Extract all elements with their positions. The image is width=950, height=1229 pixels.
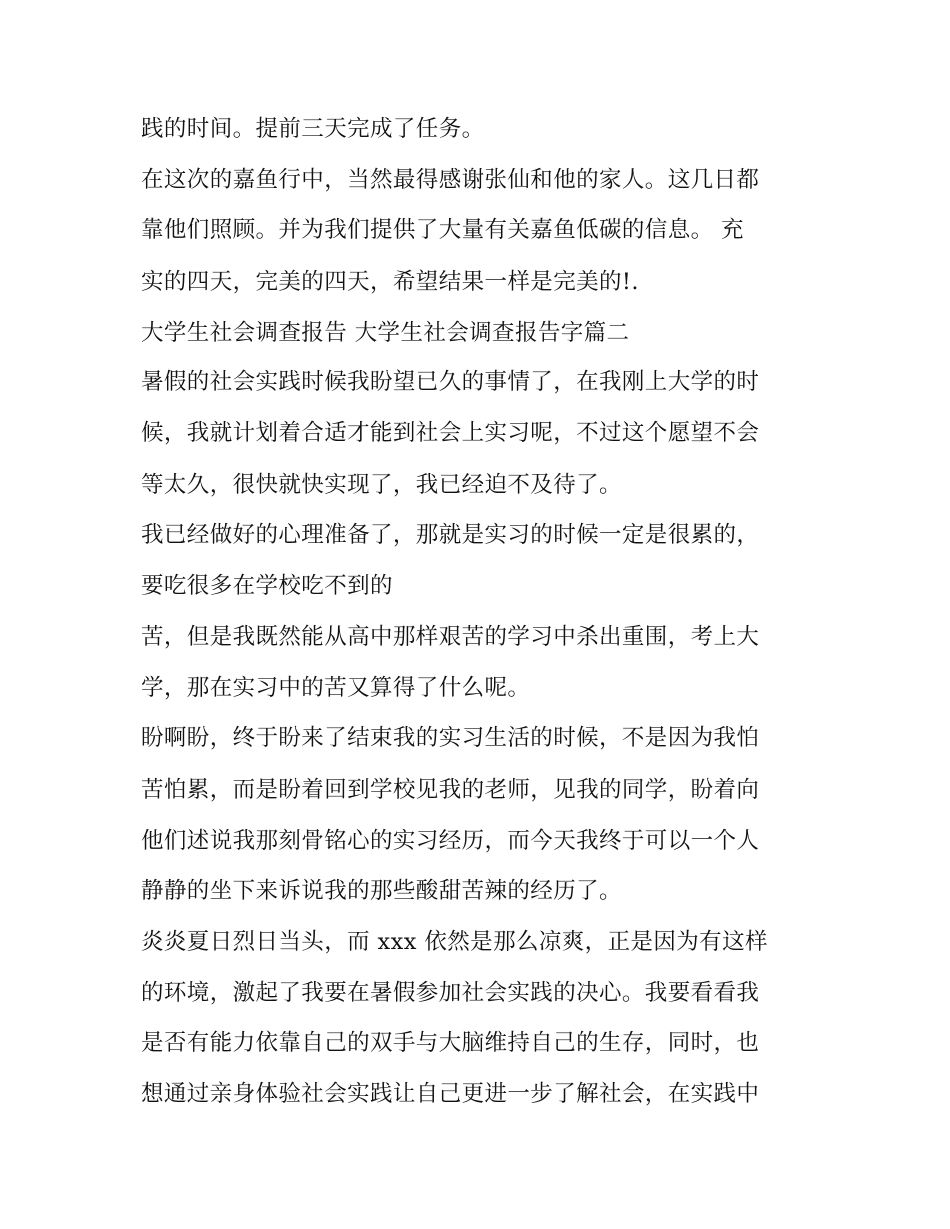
text-line: 是否有能力依靠自己的双手与大脑维持自己的生存，同时，也 xyxy=(141,1030,760,1056)
text-line: 他们述说我那刻骨铭心的实习经历，而今天我终于可以一个人 xyxy=(141,828,760,854)
text-line: 苦，但是我既然能从高中那样艰苦的学习中杀出重围，考上大 xyxy=(141,624,760,650)
text-line: 静静的坐下来诉说我的那些酸甜苦辣的经历了。 xyxy=(141,878,622,904)
text-line: 暑假的社会实践时候我盼望已久的事情了，在我刚上大学的时 xyxy=(141,369,760,395)
text-line: 想通过亲身体验社会实践让自己更进一步了解社会，在实践中 xyxy=(141,1081,760,1107)
text-line: 苦怕累，而是盼着回到学校见我的老师，见我的同学，盼着向 xyxy=(141,777,760,803)
text-line: 要吃很多在学校吃不到的 xyxy=(141,573,393,599)
text-line: 盼啊盼，终于盼来了结束我的实习生活的时候，不是因为我怕 xyxy=(141,725,760,751)
section-heading: 大学生社会调查报告 大学生社会调查报告字篇二 xyxy=(141,320,630,346)
text-line: 学，那在实习中的苦又算得了什么呢。 xyxy=(141,675,531,701)
text-line: 在这次的嘉鱼行中，当然最得感谢张仙和他的家人。这几日都 xyxy=(141,167,760,193)
text-line: 候，我就计划着合适才能到社会上实习呢，不过这个愿望不会 xyxy=(141,420,760,446)
text-line: 炎炎夏日烈日当头，而 xxx 依然是那么凉爽，正是因为有这样 xyxy=(141,929,768,955)
text-line: 践的时间。提前三天完成了任务。 xyxy=(141,116,485,142)
text-line: 实的四天，完美的四天，希望结果一样是完美的!. xyxy=(141,269,639,295)
text-line: 我已经做好的心理准备了，那就是实习的时候一定是很累的， xyxy=(141,522,760,548)
text-line: 等太久，很快就快实现了，我已经迫不及待了。 xyxy=(141,472,622,498)
text-line: 靠他们照顾。并为我们提供了大量有关嘉鱼低碳的信息。 充 xyxy=(141,217,744,243)
text-line: 的环境，激起了我要在暑假参加社会实践的决心。我要看看我 xyxy=(141,980,760,1006)
